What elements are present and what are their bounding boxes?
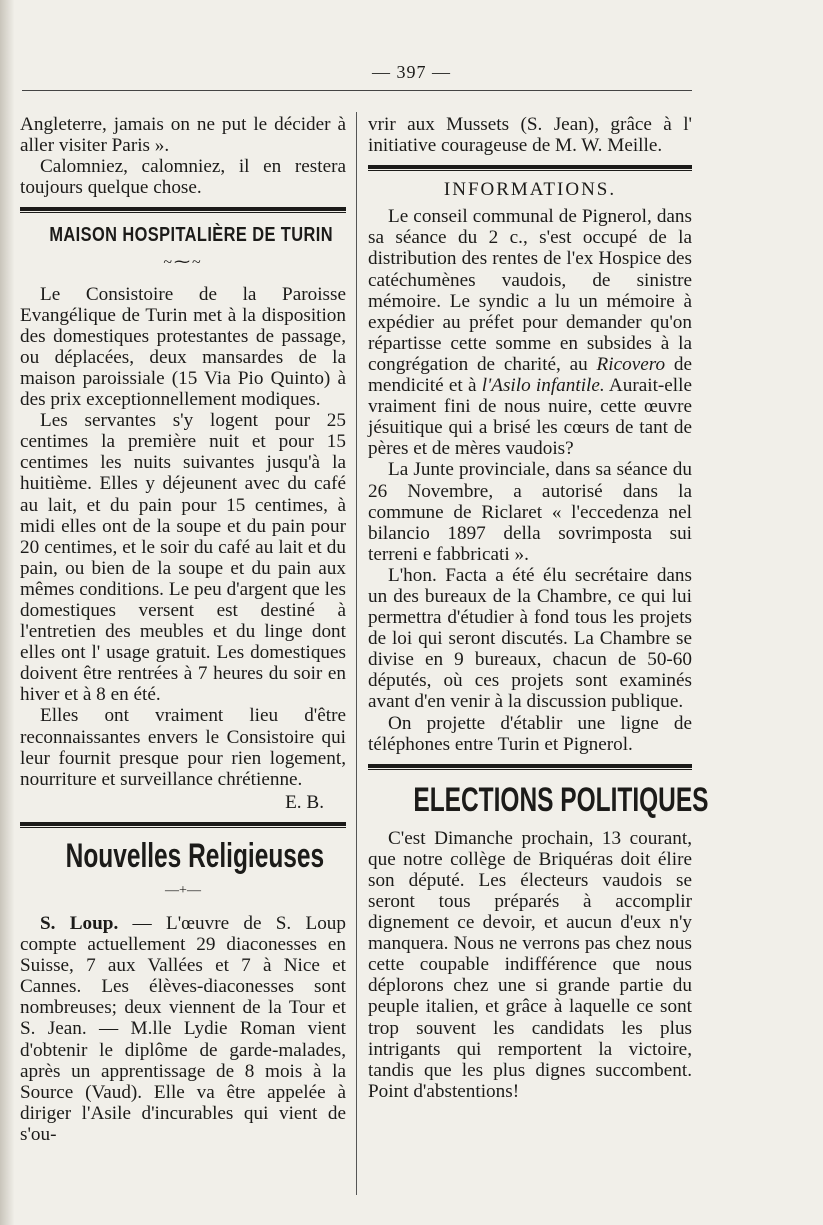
section-rule — [368, 165, 692, 171]
intro-paragraph: Calomniez, calomniez, il en restera toujours quelque chose. — [20, 156, 346, 199]
page-edge-shadow — [0, 0, 14, 1225]
column-divider — [356, 112, 357, 1195]
maison-paragraph: Elles ont vraiment lieu d'être reconnaissantes envers le Consistoire qui leur fournit presque pour rien logement, nourriture et surveillance chrétienne. — [20, 705, 346, 790]
section-rule — [20, 822, 346, 828]
info-text: de mendicité et à — [368, 353, 692, 397]
info-italic-asilo: l'Asilo infantile. — [481, 375, 605, 397]
nouvelles-lead: S. Loup. — [40, 913, 119, 934]
signature: E. B. — [285, 791, 324, 813]
info-text: Aurait-elle vraiment fini de nous nuire, cette œuvre jésuitique qui a brisé les cœurs de tant de pères et de mères vaudois? — [368, 375, 692, 460]
info-text: Le conseil communal de Pignerol, dans sa séance du 2 c., s'est occupé de la distribution des rentes de l'ex Hospice des catéchumènes vaudois, de sinistre mémoire. Le syndic a lu un mémoire à expédier au préfet pour demander qu'on répartisse cette somme en subsides à la congrégation de charité, au — [368, 206, 692, 375]
section-rule — [20, 207, 346, 213]
maison-heading: MAISON HOSPITALIÈRE DE TURIN — [49, 224, 333, 247]
informations-paragraph: L'hon. Facta a été élu secrétaire dans un des bureaux de la Chambre, ce qui lui permettra d'étudier à fond tous les projets de loi qui seront discutés. La Chambre se divise en 9 bureaux, chacun de 50-60 députés, où ces projets sont examinés avant d'en venir à la discussion publique. — [368, 564, 692, 713]
informations-paragraph — [368, 206, 692, 459]
continuation-paragraph: vrir aux Mussets (S. Jean), grâce à l' initiative courageuse de M. W. Meille. — [368, 114, 692, 157]
nouvelles-heading: Nouvelles Religieuses — [65, 836, 325, 875]
ornament-cross: —+— — [165, 882, 201, 898]
info-italic-ricovero: Ricovero — [596, 353, 666, 375]
intro-paragraph: Angleterre, jamais on ne put le décider à aller visiter Paris ». — [20, 114, 346, 157]
ornament-swirl: ~⁓~ — [163, 254, 203, 272]
top-rule — [22, 90, 692, 91]
maison-paragraph: Les servantes s'y logent pour 25 centimes la première nuit et pour 15 centimes les nuits suivantes jusqu'à la huitième. Elles y déjeunent avec du café au lait, et du pain pour 15 centimes, à midi elles ont de la soupe et du pain pour 20 centimes, et le soir du café au lait et du pain, ou bien de la soupe et du pain aux mêmes conditions. Le peu d'argent que les domestiques versent est destiné à l'entretien des meubles et du linge dont elles ont l' usage gratuit. Les domestiques doivent être rentrées à 7 heures du soir en hiver et à 8 en été. — [20, 410, 346, 706]
informations-paragraph: La Junte provinciale, dans sa séance du 26 Novembre, a autorisé dans la commune de Riclaret « l'eccedenza nel bilancio 1897 della sovrimposta sui terreni e fabbricati ». — [368, 459, 692, 565]
informations-paragraph: On projette d'établir une ligne de téléphones entre Turin et Pignerol. — [368, 712, 692, 755]
elections-heading: ELECTIONS POLITIQUES — [413, 780, 709, 819]
right-column — [368, 114, 709, 1102]
maison-paragraph: Le Consistoire de la Paroisse Evangélique de Turin met à la disposition des domestiques protestantes de passage, ou déplacées, deux mansardes de la maison paroissiale (15 Via Pio Quinto) à des prix exceptionnellement modiques. — [20, 283, 346, 411]
informations-heading: INFORMATIONS. — [443, 179, 617, 201]
elections-paragraph: C'est Dimanche prochain, 13 courant, que notre collège de Briquéras doit élire son député. Les électeurs vaudois se seront tous préparés à accomplir dignement ce devoir, et aucun d'eux n'y manquera. Nous ne verrons pas chez nous cette coupable indifférence que nous déplorons chez une si grande partie du peuple italien, et grâce à laquelle ce sont trop souvent les candidats les plus intrigants qui remportent la victoire, tandis que les plus dignes succombent. Point d'abstentions! — [368, 827, 692, 1102]
left-column — [20, 114, 346, 1145]
nouvelles-paragraph — [20, 913, 346, 1145]
section-rule — [368, 764, 692, 770]
page-number: — 397 — — [372, 62, 451, 82]
nouvelles-text: — L'œuvre de S. Loup compte actuellement 29 diaconesses en Suisse, 7 aux Vallées et 7 à Nice et Cannes. Les élèves-diaconesses sont nombreuses; deux viennent de la Tour et S. Jean. — M.lle Lydie Roman vient d'obtenir le diplôme de garde-malades, après un apprentissage de 8 mois à la Source (Vaud). Elle va être appelée à diriger l'Asile d'incurables qui vient de s'ou- — [20, 913, 346, 1145]
